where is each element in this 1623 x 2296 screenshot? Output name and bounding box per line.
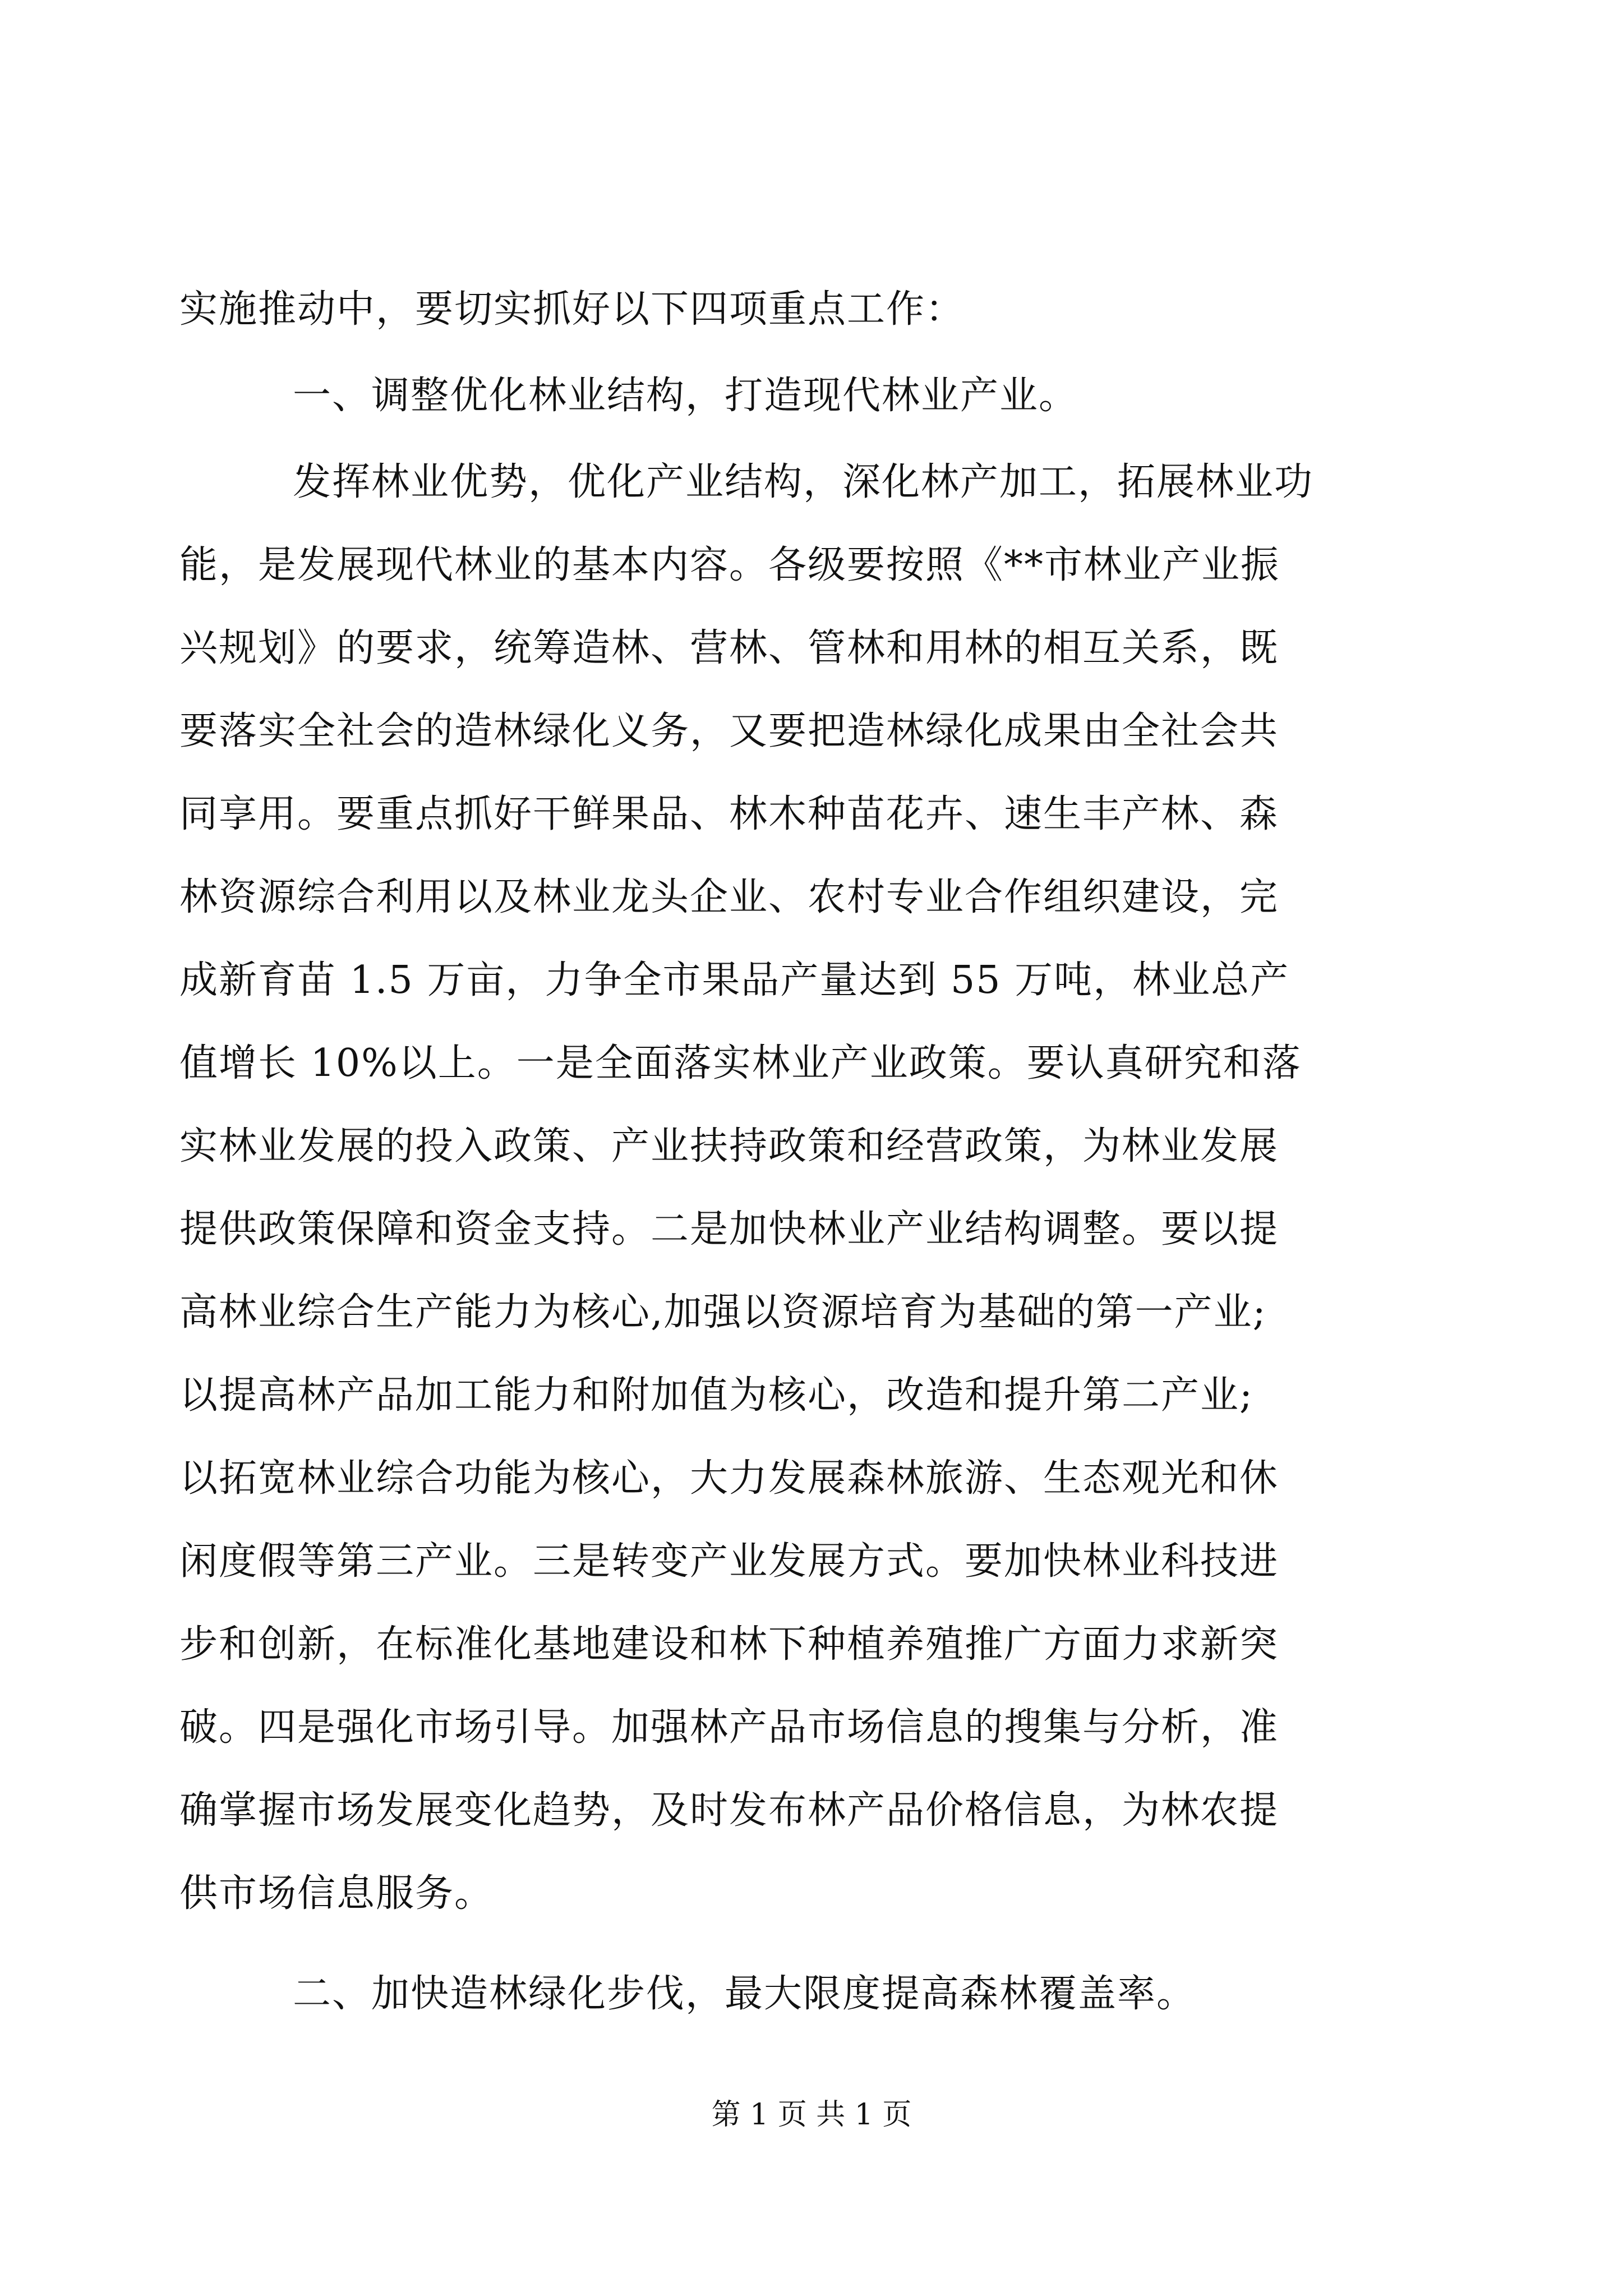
body-line: 实林业发展的投入政策、产业扶持政策和经营政策，为林业发展	[179, 1124, 1279, 1168]
body-line: 值增长 10%以上。一是全面落实林业产业政策。要认真研究和落	[179, 1041, 1302, 1085]
body-line: 要落实全社会的造林绿化义务，又要把造林绿化成果由全社会共	[179, 709, 1279, 753]
body-line: 兴规划》的要求，统筹造林、营林、管林和用林的相互关系，既	[179, 626, 1279, 670]
body-line: 以提高林产品加工能力和附加值为核心，改造和提升第二产业;	[179, 1373, 1253, 1418]
section-heading-1: 一、调整优化林业结构，打造现代林业产业。	[293, 374, 1078, 418]
page-footer: 第 1 页 共 1 页	[711, 2098, 912, 2132]
paragraph-first-line: 发挥林业优势，优化产业结构，深化林产加工，拓展林业功	[293, 460, 1314, 504]
body-line: 实施推动中，要切实抓好以下四项重点工作：	[179, 287, 965, 332]
document-body	[179, 268, 1458, 2053]
body-line: 闲度假等第三产业。三是转变产业发展方式。要加快林业科技进	[179, 1539, 1279, 1584]
body-line: 同享用。要重点抓好干鲜果品、林木种苗花卉、速生丰产林、森	[179, 792, 1279, 836]
body-line: 以拓宽林业综合功能为核心，大力发展森林旅游、生态观光和休	[179, 1456, 1279, 1501]
section-heading-2: 二、加快造林绿化步伐，最大限度提高森林覆盖率。	[293, 1972, 1196, 2016]
body-line: 林资源综合利用以及林业龙头企业、农村专业合作组织建设，完	[179, 875, 1279, 919]
body-line: 确掌握市场发展变化趋势，及时发布林产品价格信息，为林农提	[179, 1788, 1279, 1833]
body-line: 成新育苗 1.5 万亩，力争全市果品产量达到 55 万吨，林业总产	[179, 958, 1290, 1002]
body-line: 步和创新，在标准化基地建设和林下种植养殖推广方面力求新突	[179, 1622, 1279, 1667]
body-line: 破。四是强化市场引导。加强林产品市场信息的搜集与分析，准	[179, 1705, 1279, 1750]
body-line: 能，是发展现代林业的基本内容。各级要按照《**市林业产业振	[179, 543, 1280, 587]
body-line: 提供政策保障和资金支持。二是加快林业产业结构调整。要以提	[179, 1207, 1279, 1251]
body-line: 供市场信息服务。	[179, 1871, 494, 1916]
body-line: 高林业综合生产能力为核心,加强以资源培育为基础的第一产业;	[179, 1290, 1267, 1335]
